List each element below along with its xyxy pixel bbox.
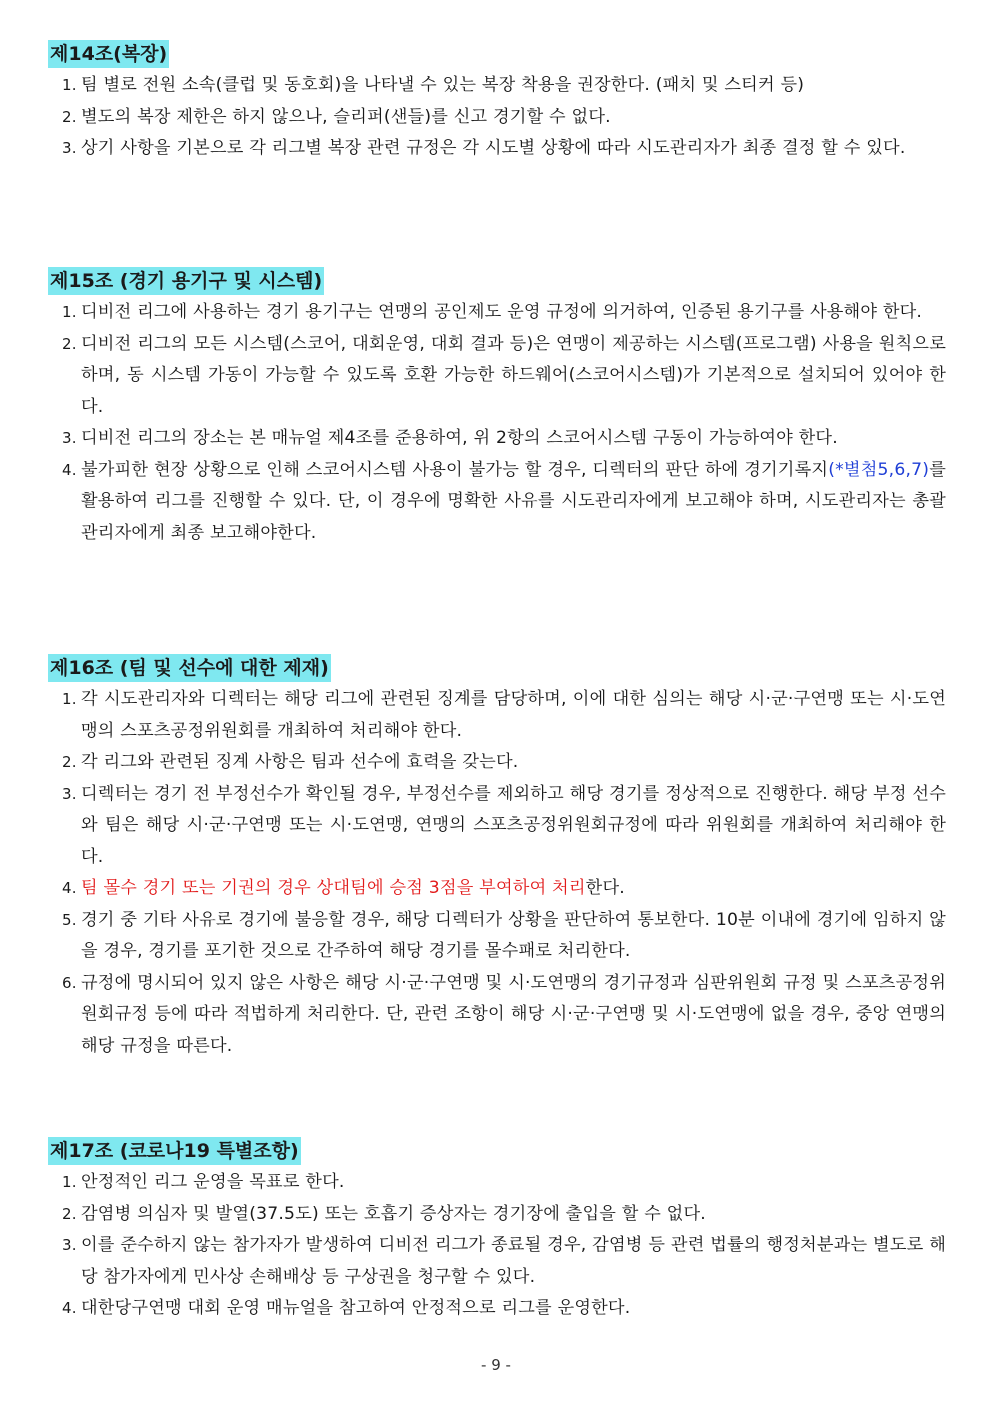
section-article-16 <box>48 654 946 1062</box>
list-item: 4. 불가피한 현장 상황으로 인해 스코어시스템 사용이 불가능 할 경우, 디렉터의 판단 하에 경기기록지(*별첨5,6,7)를 활용하여 리그를 진행할 수 있다. 단, 이 경우에 명확한 사유를 시도관리자에게 보고해야 하며, 시도관리자는 총괄관리자에게 최종 보고해야한다. <box>62 459 946 543</box>
highlighted-rule: 팀 몰수 경기 또는 기권의 경우 상대팀에 승점 3점을 부여하여 처리 <box>81 878 586 898</box>
list-item: 6. 규정에 명시되어 있지 않은 사항은 해당 시·군·구연맹 및 시·도연맹의 경기규정과 심판위원회 규정 및 스포츠공정위원회규정 등에 따라 적법하게 처리한다. 단, 관련 조항이 해당 시·군·구연맹 및 시·도연맹에 없을 경우, 중앙 연맹의 해당 규정을 따른다. <box>62 972 946 1056</box>
list-item: 2. 디비전 리그의 모든 시스템(스코어, 대회운영, 대회 결과 등)은 연맹이 제공하는 시스템(프로그램) 사용을 원칙으로 하며, 동 시스템 가동이 가능할 수 있도록 호환 가능한 하드웨어(스코어시스템)가 기본적으로 설치되어 있어야 한다. <box>62 333 946 417</box>
article-heading: 제16조 (팀 및 선수에 대한 제재) <box>48 654 331 682</box>
list-item: 3. 디비전 리그의 장소는 본 매뉴얼 제4조를 준용하여, 위 2항의 스코어시스템 구동이 가능하여야 한다. <box>62 428 838 448</box>
list-item: 4. 팀 몰수 경기 또는 기권의 경우 상대팀에 승점 3점을 부여하여 처리한다. <box>62 878 625 898</box>
article-heading: 제17조 (코로나19 특별조항) <box>48 1137 301 1165</box>
list-item: 4. 대한당구연맹 대회 운영 매뉴얼을 참고하여 안정적으로 리그를 운영한다. <box>62 1298 631 1318</box>
page-number: - 9 - <box>481 1356 511 1374</box>
list-item: 1. 팀 별로 전원 소속(클럽 및 동호회)을 나타낼 수 있는 복장 착용을 권장한다. (패치 및 스티커 등) <box>62 75 805 95</box>
article-heading: 제15조 (경기 용기구 및 시스템) <box>48 267 324 295</box>
list-item: 3. 이를 준수하지 않는 참가자가 발생하여 디비전 리그가 종료될 경우, 감염병 등 관련 법률의 행정처분과는 별도로 해당 참가자에게 민사상 손해배상 등 구상권을 청구할 수 있다. <box>62 1235 946 1287</box>
section-article-15 <box>48 267 946 549</box>
section-article-14 <box>48 40 946 165</box>
list-item: 5. 경기 중 기타 사유로 경기에 불응할 경우, 해당 디렉터가 상황을 판단하여 통보한다. 10분 이내에 경기에 임하지 않을 경우, 경기를 포기한 것으로 간주하여 해당 경기를 몰수패로 처리한다. <box>62 909 946 961</box>
list-item: 2. 각 리그와 관련된 징계 사항은 팀과 선수에 효력을 갖는다. <box>62 752 519 772</box>
list-item: 2. 별도의 복장 제한은 하지 않으나, 슬리퍼(샌들)를 신고 경기할 수 없다. <box>62 106 611 127</box>
list-item: 1. 각 시도관리자와 디렉터는 해당 리그에 관련된 징계를 담당하며, 이에 대한 심의는 해당 시·군·구연맹 또는 시·도연맹의 스포츠공정위원회를 개최하여 처리해야 한다. <box>62 689 946 741</box>
article-heading: 제14조(복장) <box>48 40 169 68</box>
list-item: 3. 상기 사항을 기본으로 각 리그별 복장 관련 규정은 각 시도별 상황에 따라 시도관리자가 최종 결정 할 수 있다. <box>62 138 906 158</box>
list-item: 3. 디렉터는 경기 전 부정선수가 확인될 경우, 부정선수를 제외하고 해당 경기를 정상적으로 진행한다. 해당 부정 선수와 팀은 해당 시·군·구연맹 또는 시·도연맹, 연맹의 스포츠공정위원회규정에 따라 위원회를 개최하여 처리해야 한다. <box>62 783 946 867</box>
attachment-reference: (*별첨5,6,7) <box>828 459 930 480</box>
list-item: 1. 디비전 리그에 사용하는 경기 용기구는 연맹의 공인제도 운영 규정에 의거하여, 인증된 용기구를 사용해야 한다. <box>62 302 923 322</box>
list-item: 2. 감염병 의심자 및 발열(37.5도) 또는 호흡기 증상자는 경기장에 출입을 할 수 없다. <box>62 1203 706 1224</box>
list-item: 1. 안정적인 리그 운영을 목표로 한다. <box>62 1172 345 1192</box>
section-article-17 <box>48 1137 946 1325</box>
